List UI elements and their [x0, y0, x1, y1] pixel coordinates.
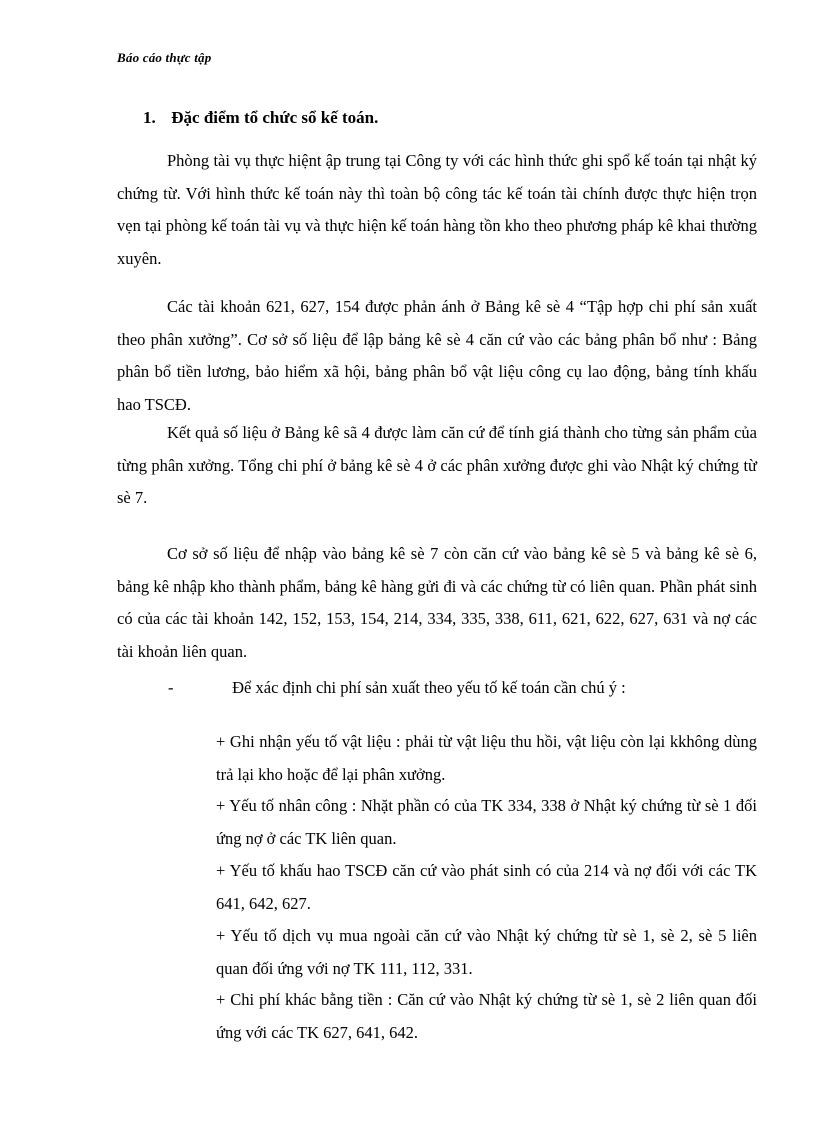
section-number: 1.: [143, 108, 156, 127]
sub-item-1: + Ghi nhận yếu tố vật liệu : phải từ vật liệu thu hồi, vật liệu còn lại kkhông dùng trả lại kho hoặc để lại phân xưởng.: [216, 732, 757, 784]
sub-item-5: + Chi phí khác bằng tiền : Căn cứ vào Nhật ký chứng từ sè 1, sè 2 liên quan đối ứng với các TK 627, 641, 642.: [216, 990, 757, 1042]
dash-item: [168, 672, 626, 704]
paragraph-4: Cơ sở số liệu để nhập vào bảng kê sè 7 còn căn cứ vào bảng kê sè 5 và bảng kê sè 6, bảng kê nhập kho thành phẩm, bảng kê hàng gửi đi và các chứng từ có liên quan. Phần phát sinh có của các tài khoản 142, 152, 153, 154, 214, 334, 335, 338, 611, 621, 622, 627, 631 và nợ các tài khoản liên quan.: [117, 544, 757, 661]
section-title: Đặc điểm tổ chức sổ kế toán.: [171, 108, 379, 127]
sub-item-2: + Yếu tố nhân công : Nhặt phần có của TK 334, 338 ở Nhật ký chứng từ sè 1 đối ứng nợ ở các TK liên quan.: [216, 796, 757, 848]
document-header: Báo cáo thực tập: [117, 50, 212, 65]
dash-item-text: Để xác định chi phí sản xuất theo yếu tố kế toán cần chú ý :: [232, 678, 626, 697]
paragraph-2: Các tài khoản 621, 627, 154 được phản ánh ở Bảng kê sè 4 “Tập hợp chi phí sản xuất theo phân xưởng”. Cơ sở số liệu để lập bảng kê sè 4 căn cứ vào các bảng phân bổ như : Bảng phân bổ tiền lương, bảo hiểm xã hội, bảng phân bổ vật liệu công cụ lao động, bảng tính khấu hao TSCĐ.: [117, 297, 757, 414]
sub-item-4: + Yếu tố dịch vụ mua ngoài căn cứ vào Nhật ký chứng từ sè 1, sè 2, sè 5 liên quan đối ứng với nợ TK 111, 112, 331.: [216, 926, 757, 978]
paragraph-1: Phòng tài vụ thực hiệnt ập trung tại Công ty với các hình thức ghi spổ kế toán tại nhật ký chứng từ. Với hình thức kế toán này thì toàn bộ công tác kế toán tài chính được thực hiện trọn vẹn tại phòng kế toán tài vụ và thực hiện kế toán hàng tồn kho theo phương pháp kê khai thường xuyên.: [117, 151, 757, 268]
paragraph-3: Kết quả số liệu ở Bảng kê sã 4 được làm căn cứ để tính giá thành cho từng sản phẩm của từng phân xưởng. Tổng chi phí ở bảng kê sè 4 ở các phân xưởng được ghi vào Nhật ký chứng từ sè 7.: [117, 423, 757, 507]
dash-marker: -: [168, 678, 174, 697]
sub-item-3: + Yếu tố khấu hao TSCĐ căn cứ vào phát sinh có của 214 và nợ đối với các TK 641, 642, 627.: [216, 861, 757, 913]
section-heading: [143, 108, 378, 128]
